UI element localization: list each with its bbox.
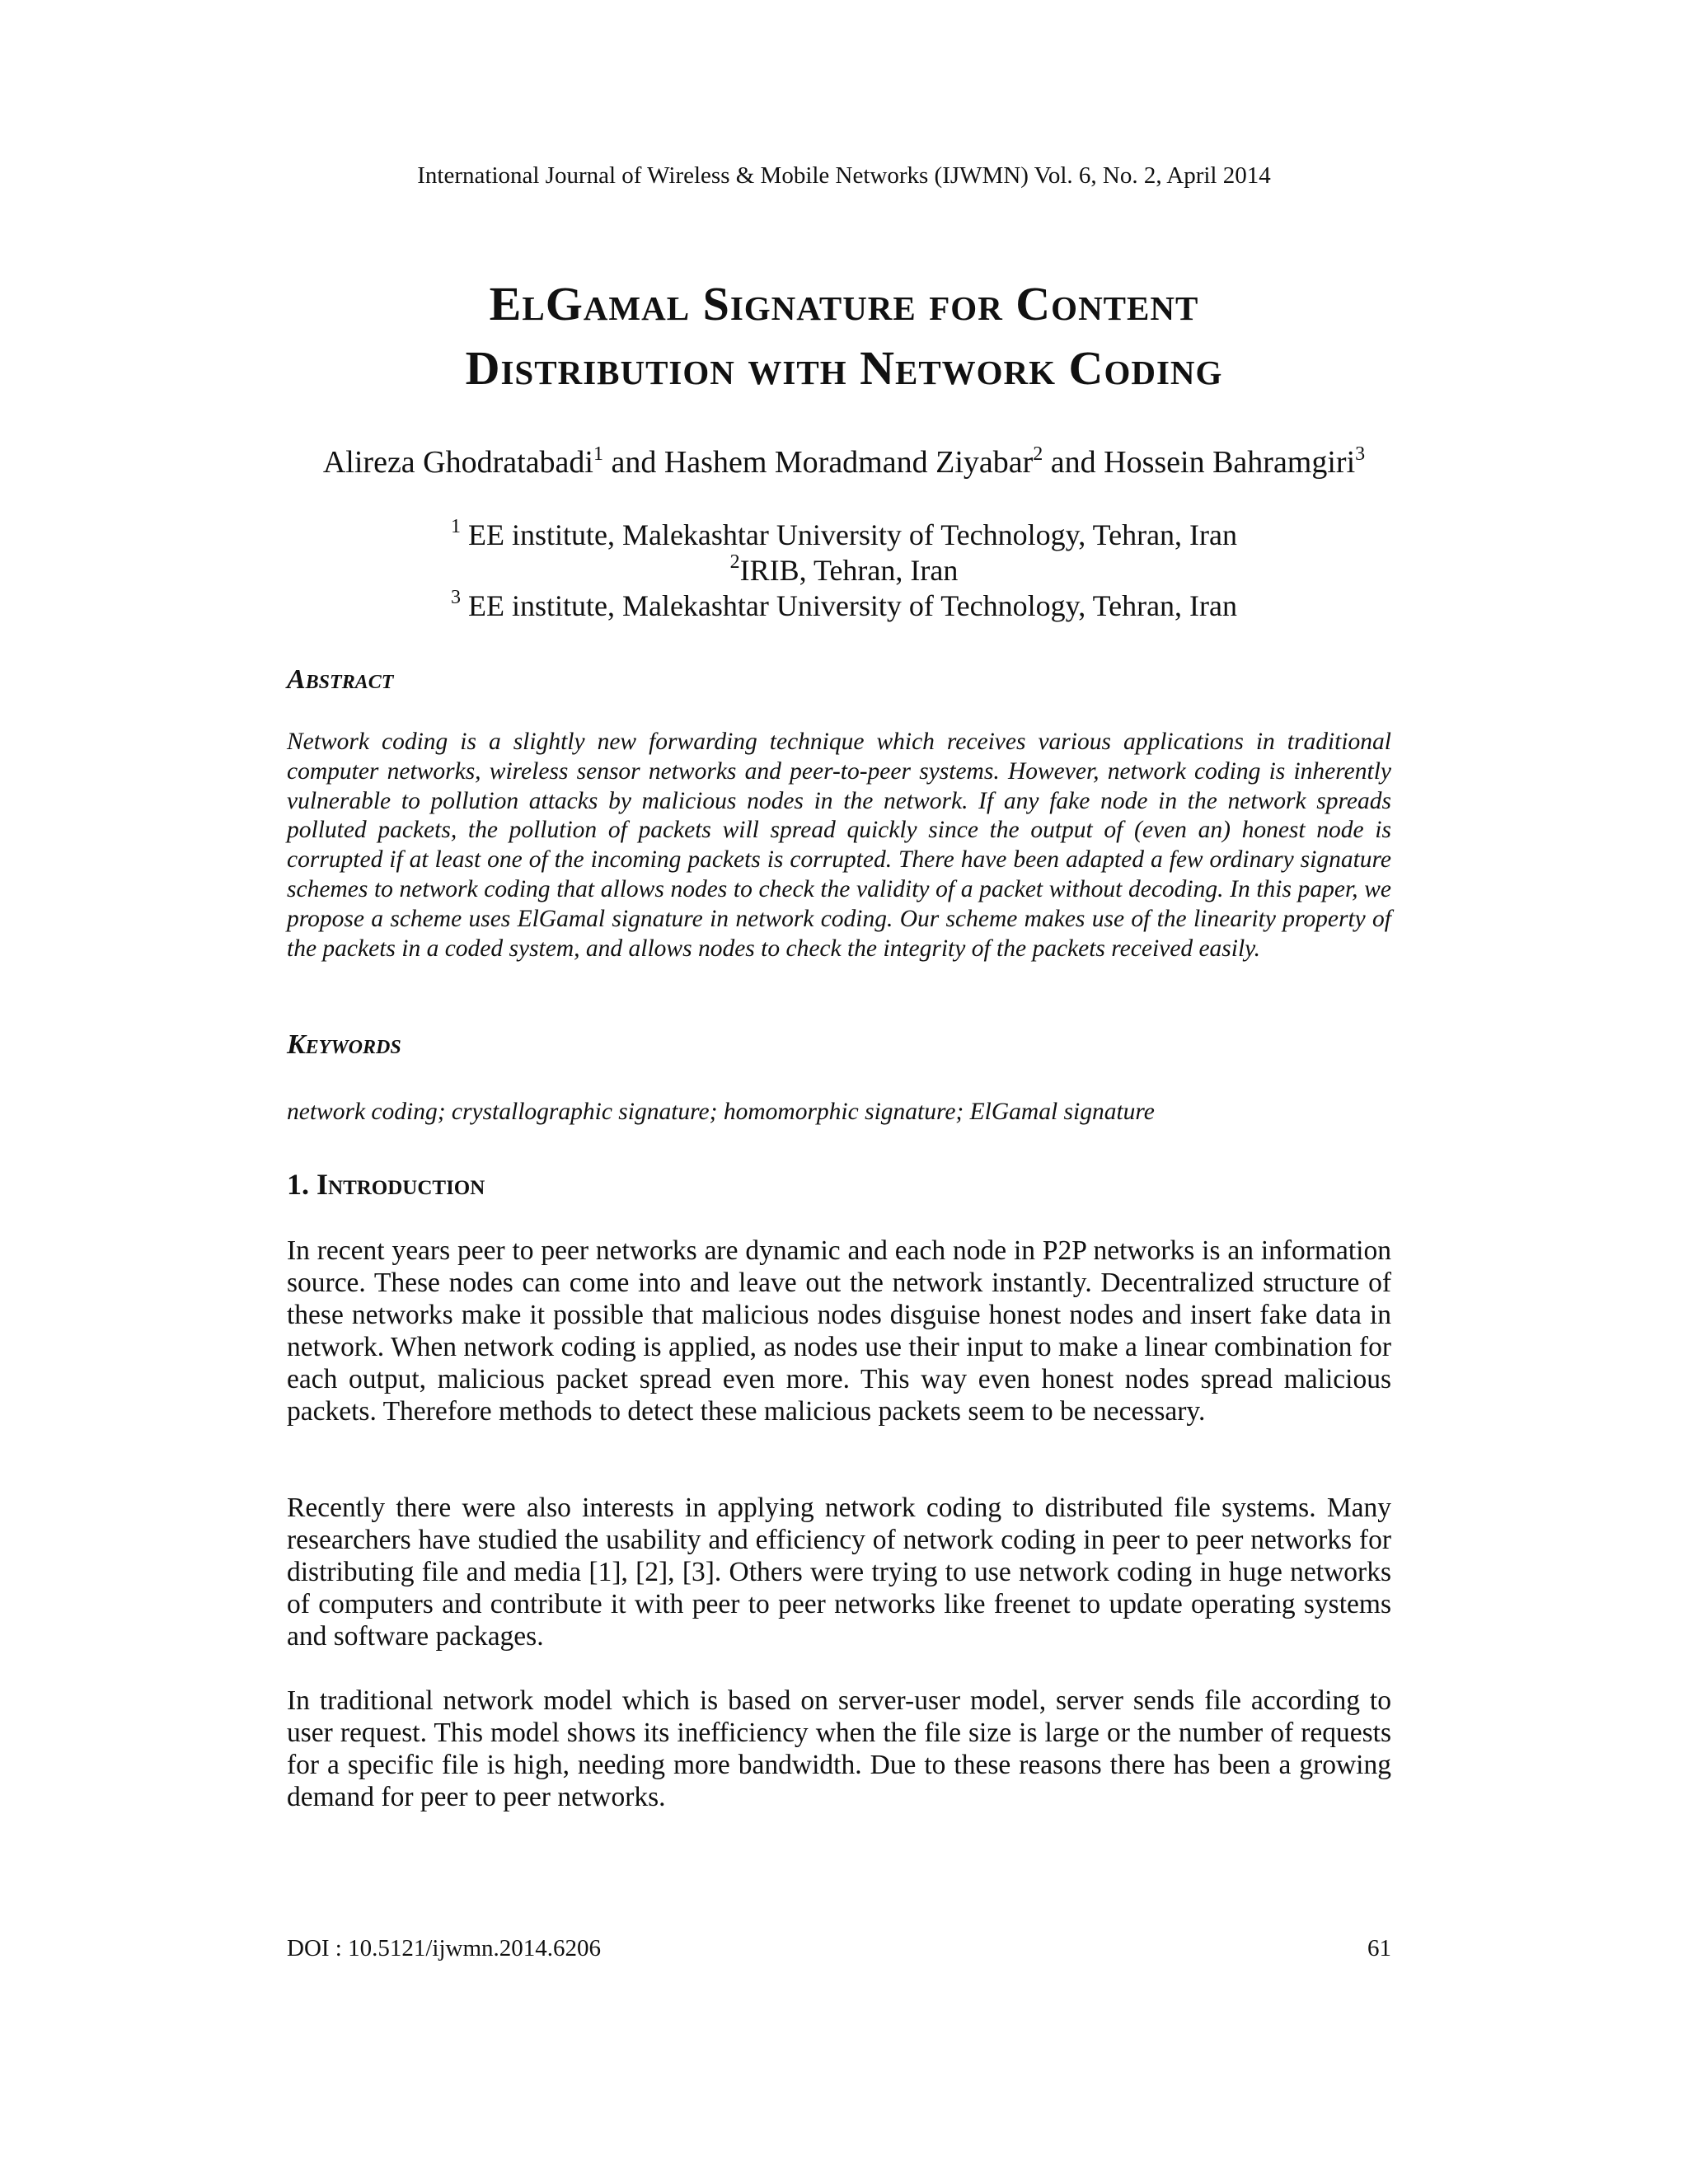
author-2-name: and Hashem Moradmand Ziyabar [603, 445, 1034, 480]
author-1-sup: 1 [593, 443, 603, 465]
author-list [0, 439, 1688, 485]
abstract-heading: Abstract [287, 664, 394, 695]
intro-paragraph-3: In traditional network model which is based on server-user model, server sends file according to user request. This model shows its inefficiency when the file size is large or the number of requests for a specific file is high, needing more bandwidth. Due to these reasons there has been a growing demand for peer to peer networks. [287, 1685, 1391, 1812]
keywords-heading: Keywords [287, 1029, 401, 1060]
journal-header: International Journal of Wireless & Mobile Networks (IJWMN) Vol. 6, No. 2, April 2014 [417, 162, 1271, 189]
paper-title [0, 272, 1688, 401]
affiliation-3-text: EE institute, Malekashtar University of Technology, Tehran, Iran [460, 589, 1238, 622]
affiliation-2-sup: 2 [729, 551, 740, 573]
intro-paragraph-2: Recently there were also interests in applying network coding to distributed file systems. Many researchers have studied the usability and efficiency of network coding in peer to peer networks for distributing file and media [1], [2], [3]. Others were trying to use network coding in huge networks of computers and contribute it with peer to peer networks like freenet to update operating systems and software packages. [287, 1493, 1391, 1652]
affiliation-3 [0, 588, 1688, 624]
affiliations [0, 518, 1688, 624]
title-line-2: Distribution with Network Coding [465, 341, 1223, 395]
author-3-name: and Hossein Bahramgiri [1043, 445, 1356, 480]
author-1-name: Alireza Ghodratabadi [322, 445, 593, 480]
affiliation-1-sup: 1 [450, 516, 461, 537]
affiliation-2-text: IRIB, Tehran, Iran [739, 554, 959, 587]
affiliation-3-sup: 3 [450, 587, 461, 608]
intro-paragraph-1: In recent years peer to peer networks are dynamic and each node in P2P networks is an information source. These nodes can come into and leave out the network instantly. Decentralized structure of these networks make it possible that malicious nodes disguise honest nodes and insert fake data in network. When network coding is applied, as nodes use their input to make a linear combination for each output, malicious packet spread even more. This way even honest nodes spread malicious packets. Therefore methods to detect these malicious packets seem to be necessary. [287, 1235, 1391, 1427]
page-number: 61 [1367, 1935, 1391, 1961]
affiliation-1-text: EE institute, Malekashtar University of Technology, Tehran, Iran [460, 518, 1238, 551]
abstract-body: Network coding is a slightly new forwarding technique which receives various applications in traditional computer networks, wireless sensor networks and peer-to-peer systems. However, network coding is inherently vulnerable to pollution attacks by malicious nodes in the network. If any fake node in the network spreads polluted packets, the pollution of packets will spread quickly since the output of (even an) honest node is corrupted if at least one of the incoming packets is corrupted. There have been adapted a few ordinary signature schemes to network coding that allows nodes to check the validity of a packet without decoding. In this paper, we propose a scheme uses ElGamal signature in network coding. Our scheme makes use of the linearity property of the packets in a coded system, and allows nodes to check the integrity of the packets received easily. [287, 729, 1391, 962]
introduction-heading: 1. Introduction [287, 1168, 485, 1201]
affiliation-2 [0, 553, 1688, 588]
affiliation-1 [0, 518, 1688, 553]
doi-text: DOI : 10.5121/ijwmn.2014.6206 [287, 1935, 602, 1961]
title-line-1: ElGamal Signature for Content [489, 277, 1199, 330]
keywords-body: network coding; crystallographic signature; homomorphic signature; ElGamal signature [287, 1099, 1155, 1125]
author-2-sup: 2 [1033, 443, 1043, 465]
author-3-sup: 3 [1355, 443, 1366, 465]
